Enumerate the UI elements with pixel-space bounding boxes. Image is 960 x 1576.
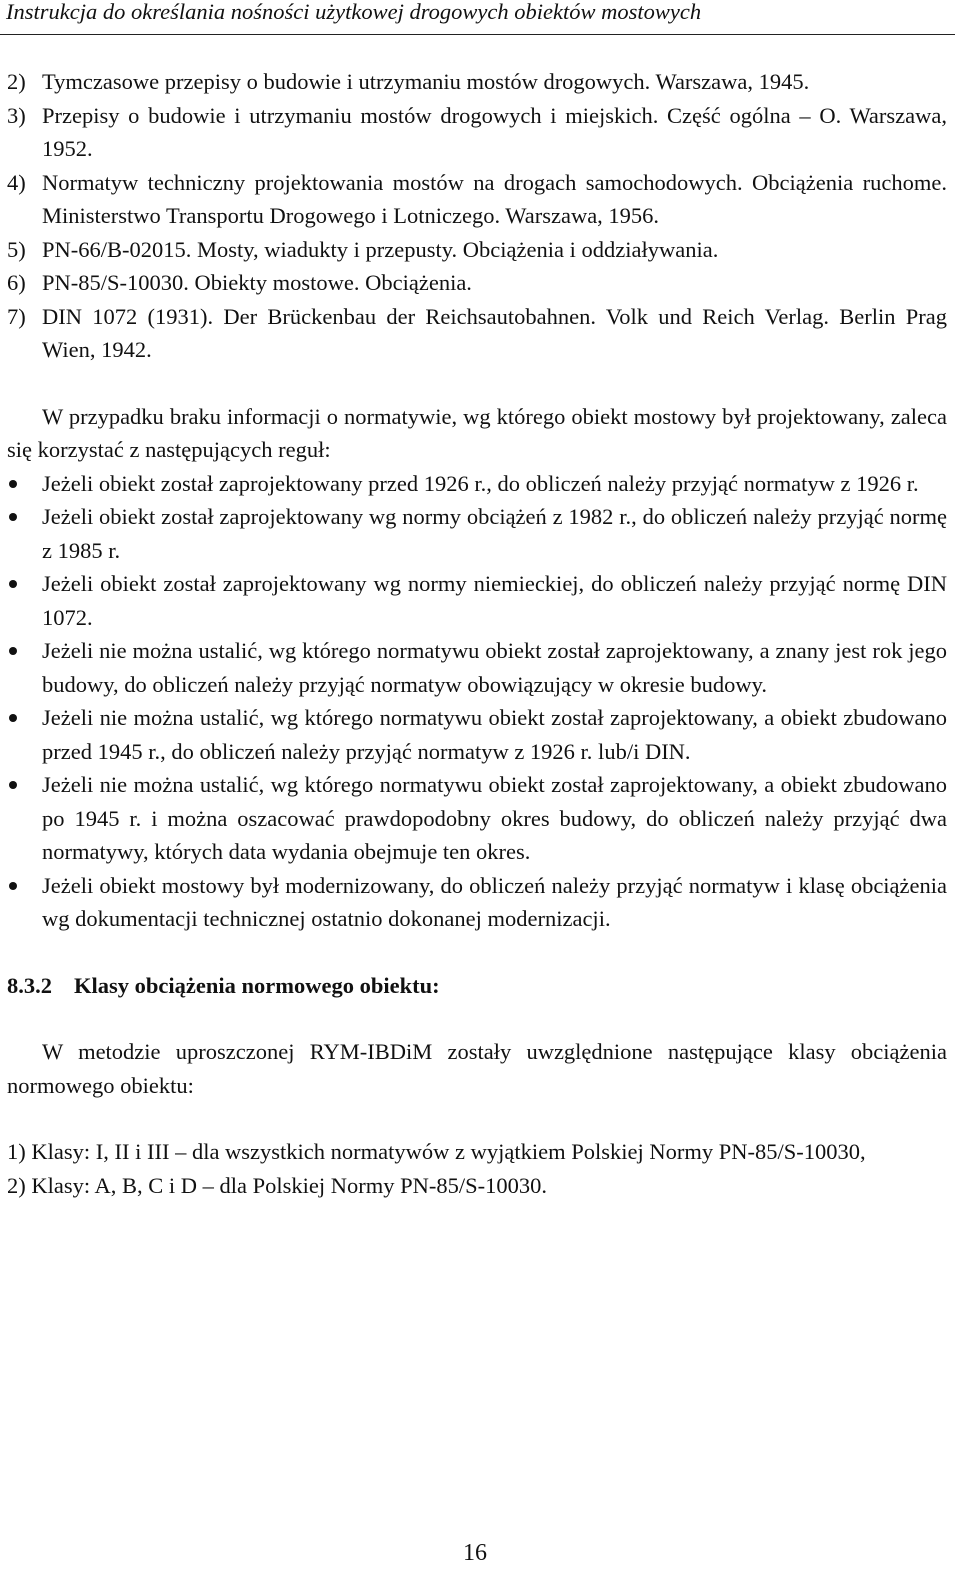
section-title: Klasy obciążenia normowego obiektu: bbox=[74, 972, 440, 998]
reference-text: PN-85/S-10030. Obiekty mostowe. Obciążenia. bbox=[42, 270, 472, 295]
rule-text: Jeżeli nie można ustalić, wg którego normatywu obiekt został zaprojektowany, a obiekt zbudowano przed 1945 r., do obliczeń należy przyjąć normatyw z 1926 r. lub/i DIN. bbox=[42, 705, 947, 764]
reference-number: 5) bbox=[7, 236, 26, 262]
reference-text: Przepisy o budowie i utrzymaniu mostów drogowych i miejskich. Część ogólna – O. Warszawa, 1952. bbox=[42, 102, 947, 161]
rule-item bbox=[7, 869, 947, 936]
reference-item bbox=[7, 166, 947, 233]
reference-number: 3) bbox=[7, 102, 26, 128]
rule-text: Jeżeli nie można ustalić, wg którego normatywu obiekt został zaprojektowany, a znany jest rok jego budowy, do obliczeń należy przyjąć normatyw obowiązujący w okresie budowy. bbox=[42, 638, 947, 697]
reference-number: 7) bbox=[7, 303, 26, 329]
reference-number: 6) bbox=[7, 270, 26, 295]
spacer bbox=[7, 1002, 947, 1035]
rules-list bbox=[7, 467, 947, 936]
rule-text: Jeżeli obiekt mostowy był modernizowany, do obliczeń należy przyjąć normatyw i klasę obciążenia wg dokumentacji technicznej ostatnio dokonanej modernizacji. bbox=[42, 872, 947, 931]
page-number: 16 bbox=[463, 1540, 487, 1566]
section-paragraph: W metodzie uproszczonej RYM-IBDiM zostały uwzględnione następujące klasy obciążenia normowego obiektu: bbox=[7, 1039, 947, 1098]
rule-text: Jeżeli obiekt został zaprojektowany wg normy niemieckiej, do obliczeń należy przyjąć normę DIN 1072. bbox=[42, 571, 947, 630]
bullet-icon bbox=[7, 701, 42, 768]
reference-item bbox=[7, 65, 947, 99]
rule-text: Jeżeli obiekt został zaprojektowany przed 1926 r., do obliczeń należy przyjąć normatyw z 1926 r. bbox=[42, 470, 919, 496]
section-heading bbox=[7, 969, 947, 1003]
rule-text: Jeżeli nie można ustalić, wg którego normatywu obiekt został zaprojektowany, a obiekt zbudowano po 1945 r. i można oszacować prawdopodobny okres budowy, do obliczeń należy przyjąć dwa normatywy, których data wydania obejmuje ten okres. bbox=[42, 772, 947, 864]
reference-list bbox=[7, 65, 947, 367]
section-number: 8.3.2 bbox=[7, 972, 52, 998]
reference-item bbox=[7, 266, 947, 300]
reference-item bbox=[7, 300, 947, 367]
bullet-icon bbox=[7, 467, 42, 501]
spacer bbox=[7, 1102, 947, 1135]
rule-item bbox=[7, 500, 947, 567]
spacer bbox=[7, 367, 947, 400]
bullet-icon bbox=[7, 869, 42, 936]
bullet-icon bbox=[7, 500, 42, 567]
bullet-icon bbox=[7, 634, 42, 701]
rule-item bbox=[7, 634, 947, 701]
reference-text: Normatyw techniczny projektowania mostów na drogach samochodowych. Obciążenia ruchome. Ministerstwo Transportu Drogowego i Lotniczego. Warszawa, 1956. bbox=[42, 169, 947, 228]
intro-paragraph: W przypadku braku informacji o normatywie, wg którego obiekt mostowy był projektowany, zaleca się korzystać z następujących reguł: bbox=[7, 403, 947, 462]
reference-text: Tymczasowe przepisy o budowie i utrzymaniu mostów drogowych. Warszawa, 1945. bbox=[42, 69, 810, 94]
load-class-item: 2) Klasy: A, B, C i D – dla Polskiej Normy PN-85/S-10030. bbox=[7, 1172, 548, 1198]
header-divider bbox=[0, 34, 955, 35]
load-class-item: 1) Klasy: I, II i III – dla wszystkich normatywów z wyjątkiem Polskiej Normy PN-85/S-10030, bbox=[7, 1139, 866, 1164]
reference-item bbox=[7, 233, 947, 267]
page-content bbox=[7, 65, 947, 1202]
rule-item bbox=[7, 467, 947, 501]
spacer bbox=[7, 936, 947, 969]
reference-text: DIN 1072 (1931). Der Brückenbau der Reichsautobahnen. Volk und Reich Verlag. Berlin Prag Wien, 1942. bbox=[42, 303, 947, 362]
running-header: Instrukcja do określania nośności użytkowej drogowych obiektów mostowych bbox=[6, 0, 702, 24]
bullet-icon bbox=[7, 768, 42, 869]
rule-text: Jeżeli obiekt został zaprojektowany wg normy obciążeń z 1982 r., do obliczeń należy przyjąć normę z 1985 r. bbox=[42, 504, 947, 563]
reference-number: 4) bbox=[7, 169, 26, 195]
reference-text: PN-66/B-02015. Mosty, wiadukty i przepusty. Obciążenia i oddziaływania. bbox=[42, 236, 719, 262]
rule-item bbox=[7, 567, 947, 634]
rule-item bbox=[7, 768, 947, 869]
reference-item bbox=[7, 99, 947, 166]
rule-item bbox=[7, 701, 947, 768]
reference-number: 2) bbox=[7, 69, 26, 94]
bullet-icon bbox=[7, 567, 42, 634]
